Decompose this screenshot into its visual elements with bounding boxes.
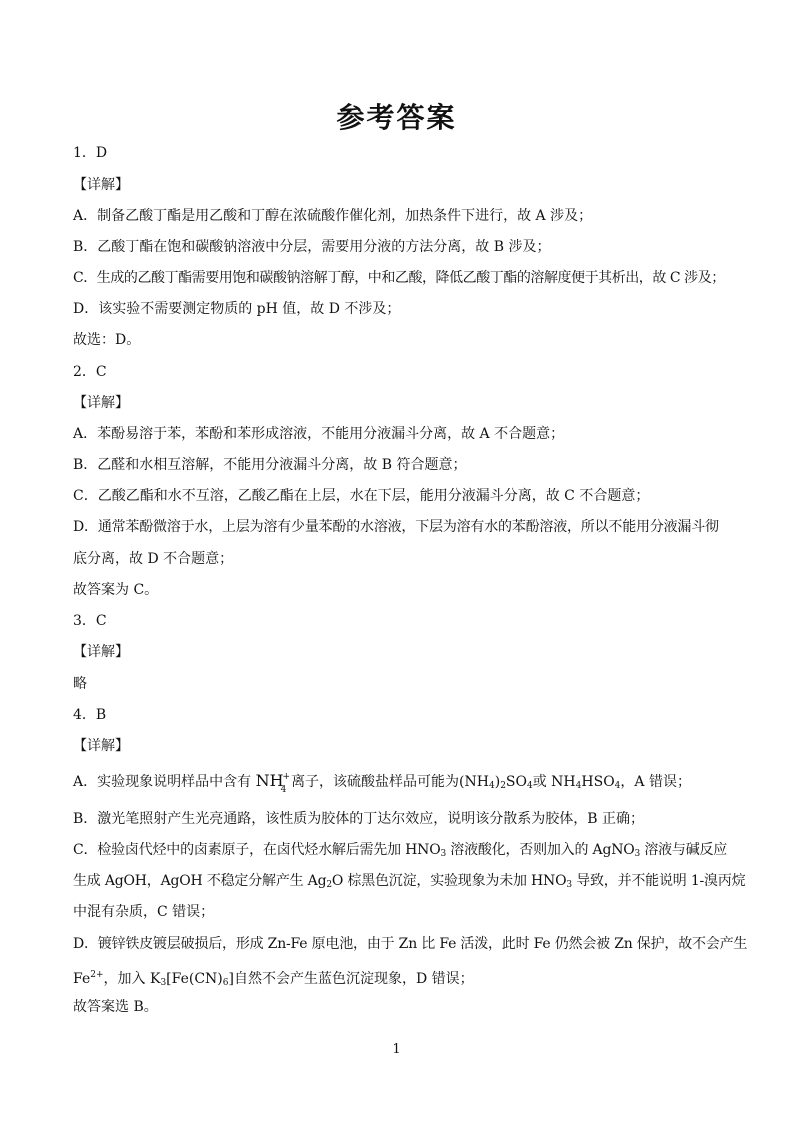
text-span: ) [494,774,501,790]
text-span: ，A 错误； [620,774,691,790]
explanation-4-c-line3: 中混有杂质，C 错误； [73,904,215,920]
explanation-4-c-line1 [73,841,733,863]
subscript: 3 [566,880,572,890]
explanation-4-a [73,772,733,795]
explanation-2-c: C．乙酸乙酯和水不互溶，乙酸乙酯在上层，水在下层，能用分液漏斗分离，故 C 不合题意； [73,488,650,504]
text-span: 生成 AgOH，AgOH 不稳定分解产生 Ag [73,873,327,889]
detail-heading-3: 【详解】 [73,644,129,660]
detail-heading-4: 【详解】 [73,738,129,754]
text-span: 溶液与碱反应 [640,842,728,858]
answer-number-4: 4．B [73,707,107,723]
explanation-4-d-line1: D．镀锌铁皮镀层破损后，形成 Zn-Fe 原电池，由于 Zn 比 Fe 活泼，此时 Fe 仍然会被 Zn 保护，故不会产生 [73,936,748,952]
subscript: 6 [222,978,229,988]
subscript: 4 [575,781,582,791]
text-span: ，加入 K [103,971,161,987]
subscript: 4 [527,781,533,791]
ammonium-ion-formula [256,772,292,793]
conclusion-1: 故选：D。 [73,332,141,348]
subscript: 4 [614,781,621,791]
text-span: [Fe(CN) [166,971,223,987]
ion-subscript: 4 [280,785,287,795]
subscript: 3 [634,849,641,859]
explanation-2-a: A．苯酚易溶于苯，苯酚和苯形成溶液，不能用分液漏斗分离，故 A 不合题意； [73,426,565,442]
text-span: 离子，该硫酸盐样品可能为(NH [291,774,489,790]
detail-heading-2: 【详解】 [73,395,129,411]
explanation-1-a: A．制备乙酸丁酯是用乙酸和丁醇在浓硫酸作催化剂，加热条件下进行，故 A 涉及； [73,208,593,224]
explanation-4-b: B．激光笔照射产生光亮通路，该性质为胶体的丁达尔效应，说明该分散系为胶体，B 正确； [73,811,645,827]
explanation-3: 略 [73,676,87,692]
text-span: 或 NH [532,774,576,790]
text-span: ]自然不会产生蓝色沉淀现象，D 错误； [228,971,474,987]
superscript: 2+ [90,970,104,980]
text-span: Fe [73,971,91,987]
detail-heading-1: 【详解】 [73,177,129,193]
page-number: 1 [392,1042,401,1057]
explanation-2-b: B．乙醛和水相互溶解，不能用分液漏斗分离，故 B 符合题意； [73,457,467,473]
explanation-4-c-line2 [73,872,746,894]
text-span: O 棕黑色沉淀，实验现象为未加 HNO [331,873,567,889]
explanation-1-c: C．生成的乙酸丁酯需要用饱和碳酸钠溶解丁醇，中和乙酸，降低乙酸丁酯的溶解度便于其析出，故 C 涉及； [73,270,725,286]
subscript: 4 [488,781,495,791]
text-span: SO [505,774,527,790]
ion-charge: + [282,772,291,782]
subscript: 2 [326,880,332,890]
text-span: HSO [581,774,615,790]
text-span: C．检验卤代烃中的卤素原子，在卤代烃水解后需先加 HNO [73,842,441,858]
explanation-2-d-line1: D．通常苯酚微溶于水，上层为溶有少量苯酚的水溶液，下层为溶有水的苯酚溶液，所以不能用分液漏斗彻 [73,519,719,535]
answer-number-2: 2．C [73,364,107,380]
answer-number-1: 1．D [73,145,108,161]
explanation-4-d-line2 [73,966,733,992]
text-span: 导致，并不能说明 1-溴丙烷 [571,873,746,889]
conclusion-2: 故答案为 C。 [73,582,159,598]
subscript: 3 [440,849,447,859]
subscript: 2 [500,781,506,791]
text-span: 溶液酸化，否则加入的 AgNO [446,842,635,858]
text-span: A．实验现象说明样品中含有 [73,774,256,790]
ion-symbol: NH [255,771,284,790]
page-title: 参考答案 [336,101,457,134]
conclusion-4: 故答案选 B。 [73,999,158,1015]
answer-number-3: 3．C [73,613,107,629]
explanation-1-d: D．该实验不需要测定物质的 pH 值，故 D 不涉及； [73,301,401,317]
explanation-2-d-line2: 底分离，故 D 不合题意； [73,551,234,567]
explanation-1-b: B．乙酸丁酯在饱和碳酸钠溶液中分层，需要用分液的方法分离，故 B 涉及； [73,239,551,255]
subscript: 3 [160,978,167,988]
